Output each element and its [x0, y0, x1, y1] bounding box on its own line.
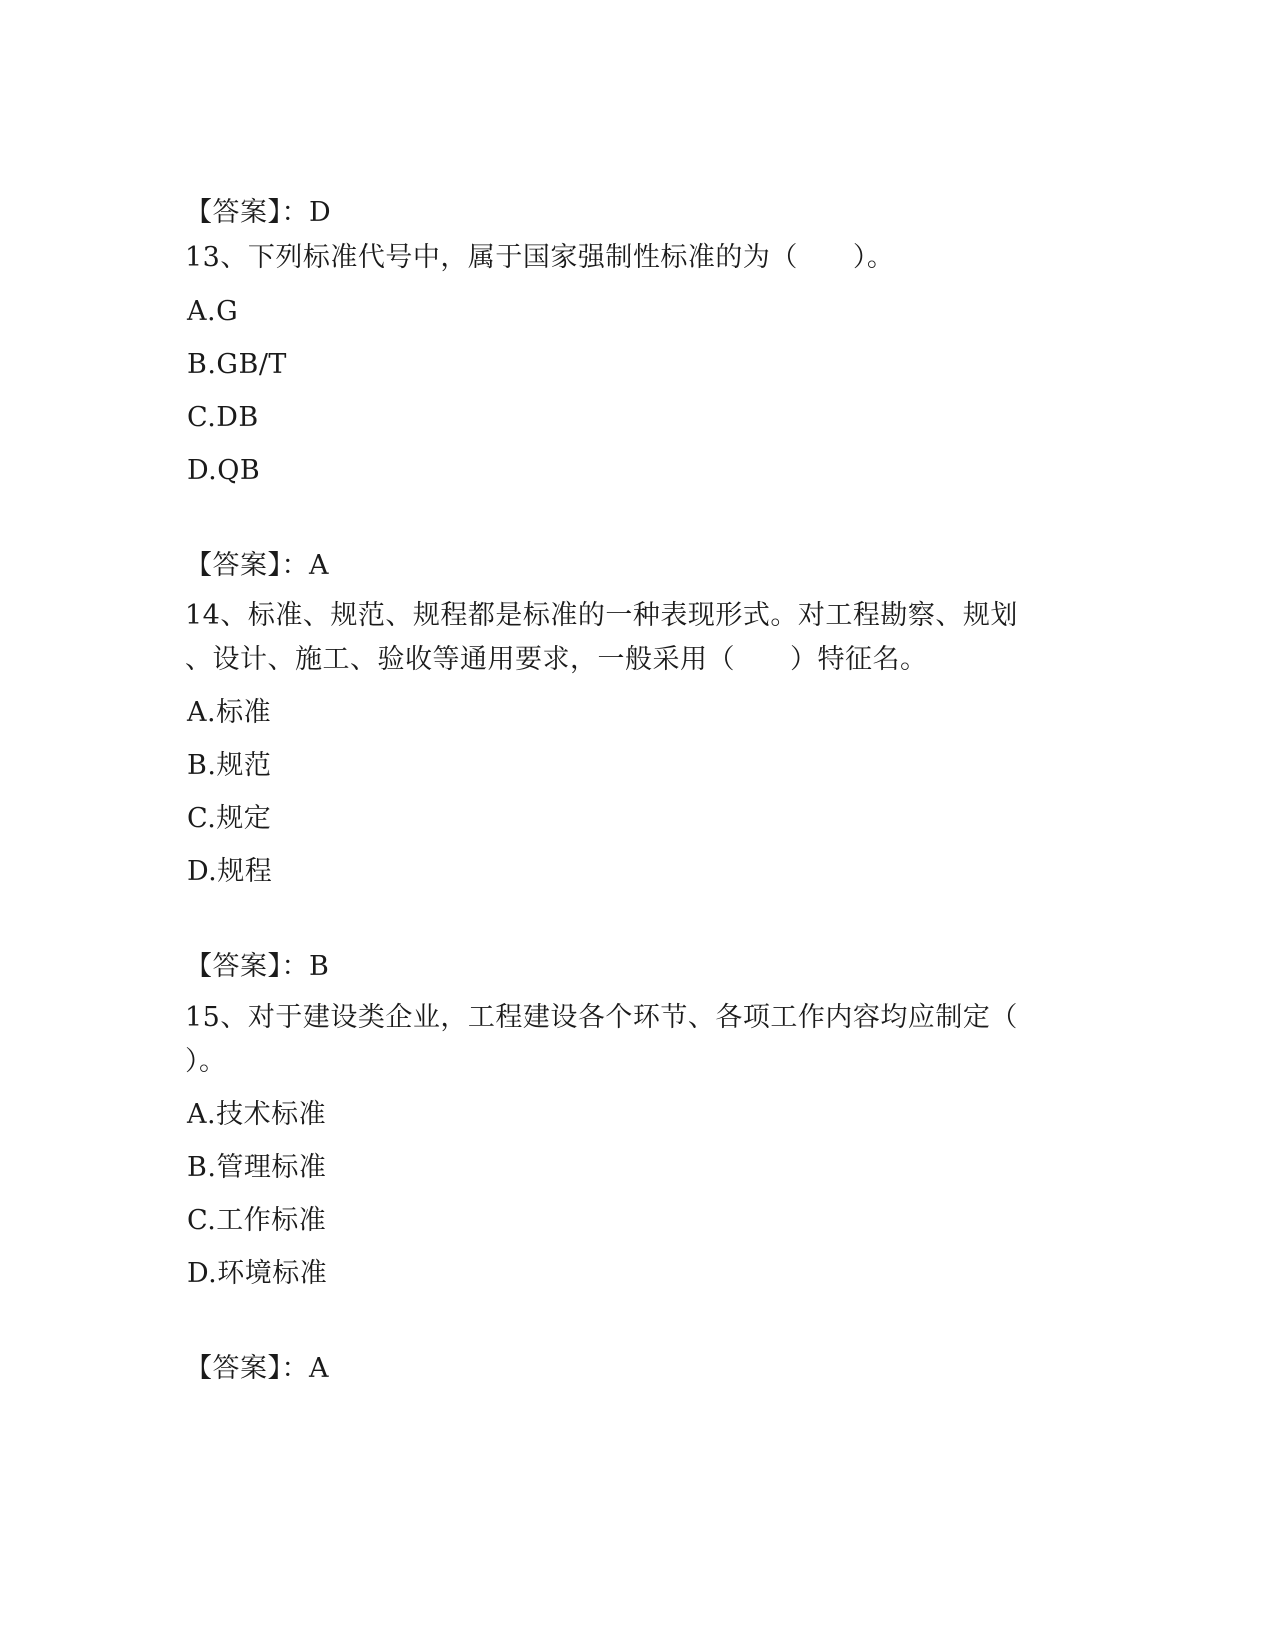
question-text-cont: ）。 — [185, 1046, 227, 1077]
option-b: B.GB/T — [187, 349, 287, 380]
option-c: C.DB — [187, 402, 259, 433]
option-d: D.规程 — [187, 856, 273, 887]
option-a: A.技术标准 — [187, 1099, 327, 1130]
question-text-cont: 、设计、施工、验收等通用要求，一般采用（ ）特征名。 — [185, 644, 928, 675]
option-c: C.规定 — [187, 803, 272, 834]
answer-prev: 【答案】：D — [185, 197, 332, 228]
question-text: 15、对于建设类企业，工程建设各个环节、各项工作内容均应制定（ — [185, 1002, 1018, 1033]
question-text: 14、标准、规范、规程都是标准的一种表现形式。对工程勘察、规划 — [185, 600, 1018, 631]
answer: 【答案】：A — [185, 550, 329, 581]
option-b: B.规范 — [187, 750, 272, 781]
option-d: D.QB — [187, 455, 261, 486]
question-text: 13、下列标准代号中，属于国家强制性标准的为（ ）。 — [185, 242, 895, 273]
option-d: D.环境标准 — [187, 1258, 328, 1289]
answer: 【答案】：B — [185, 951, 330, 982]
option-a: A.G — [187, 296, 239, 327]
option-b: B.管理标准 — [187, 1152, 327, 1183]
option-a: A.标准 — [187, 697, 272, 728]
option-c: C.工作标准 — [187, 1205, 327, 1236]
answer: 【答案】：A — [185, 1353, 329, 1384]
